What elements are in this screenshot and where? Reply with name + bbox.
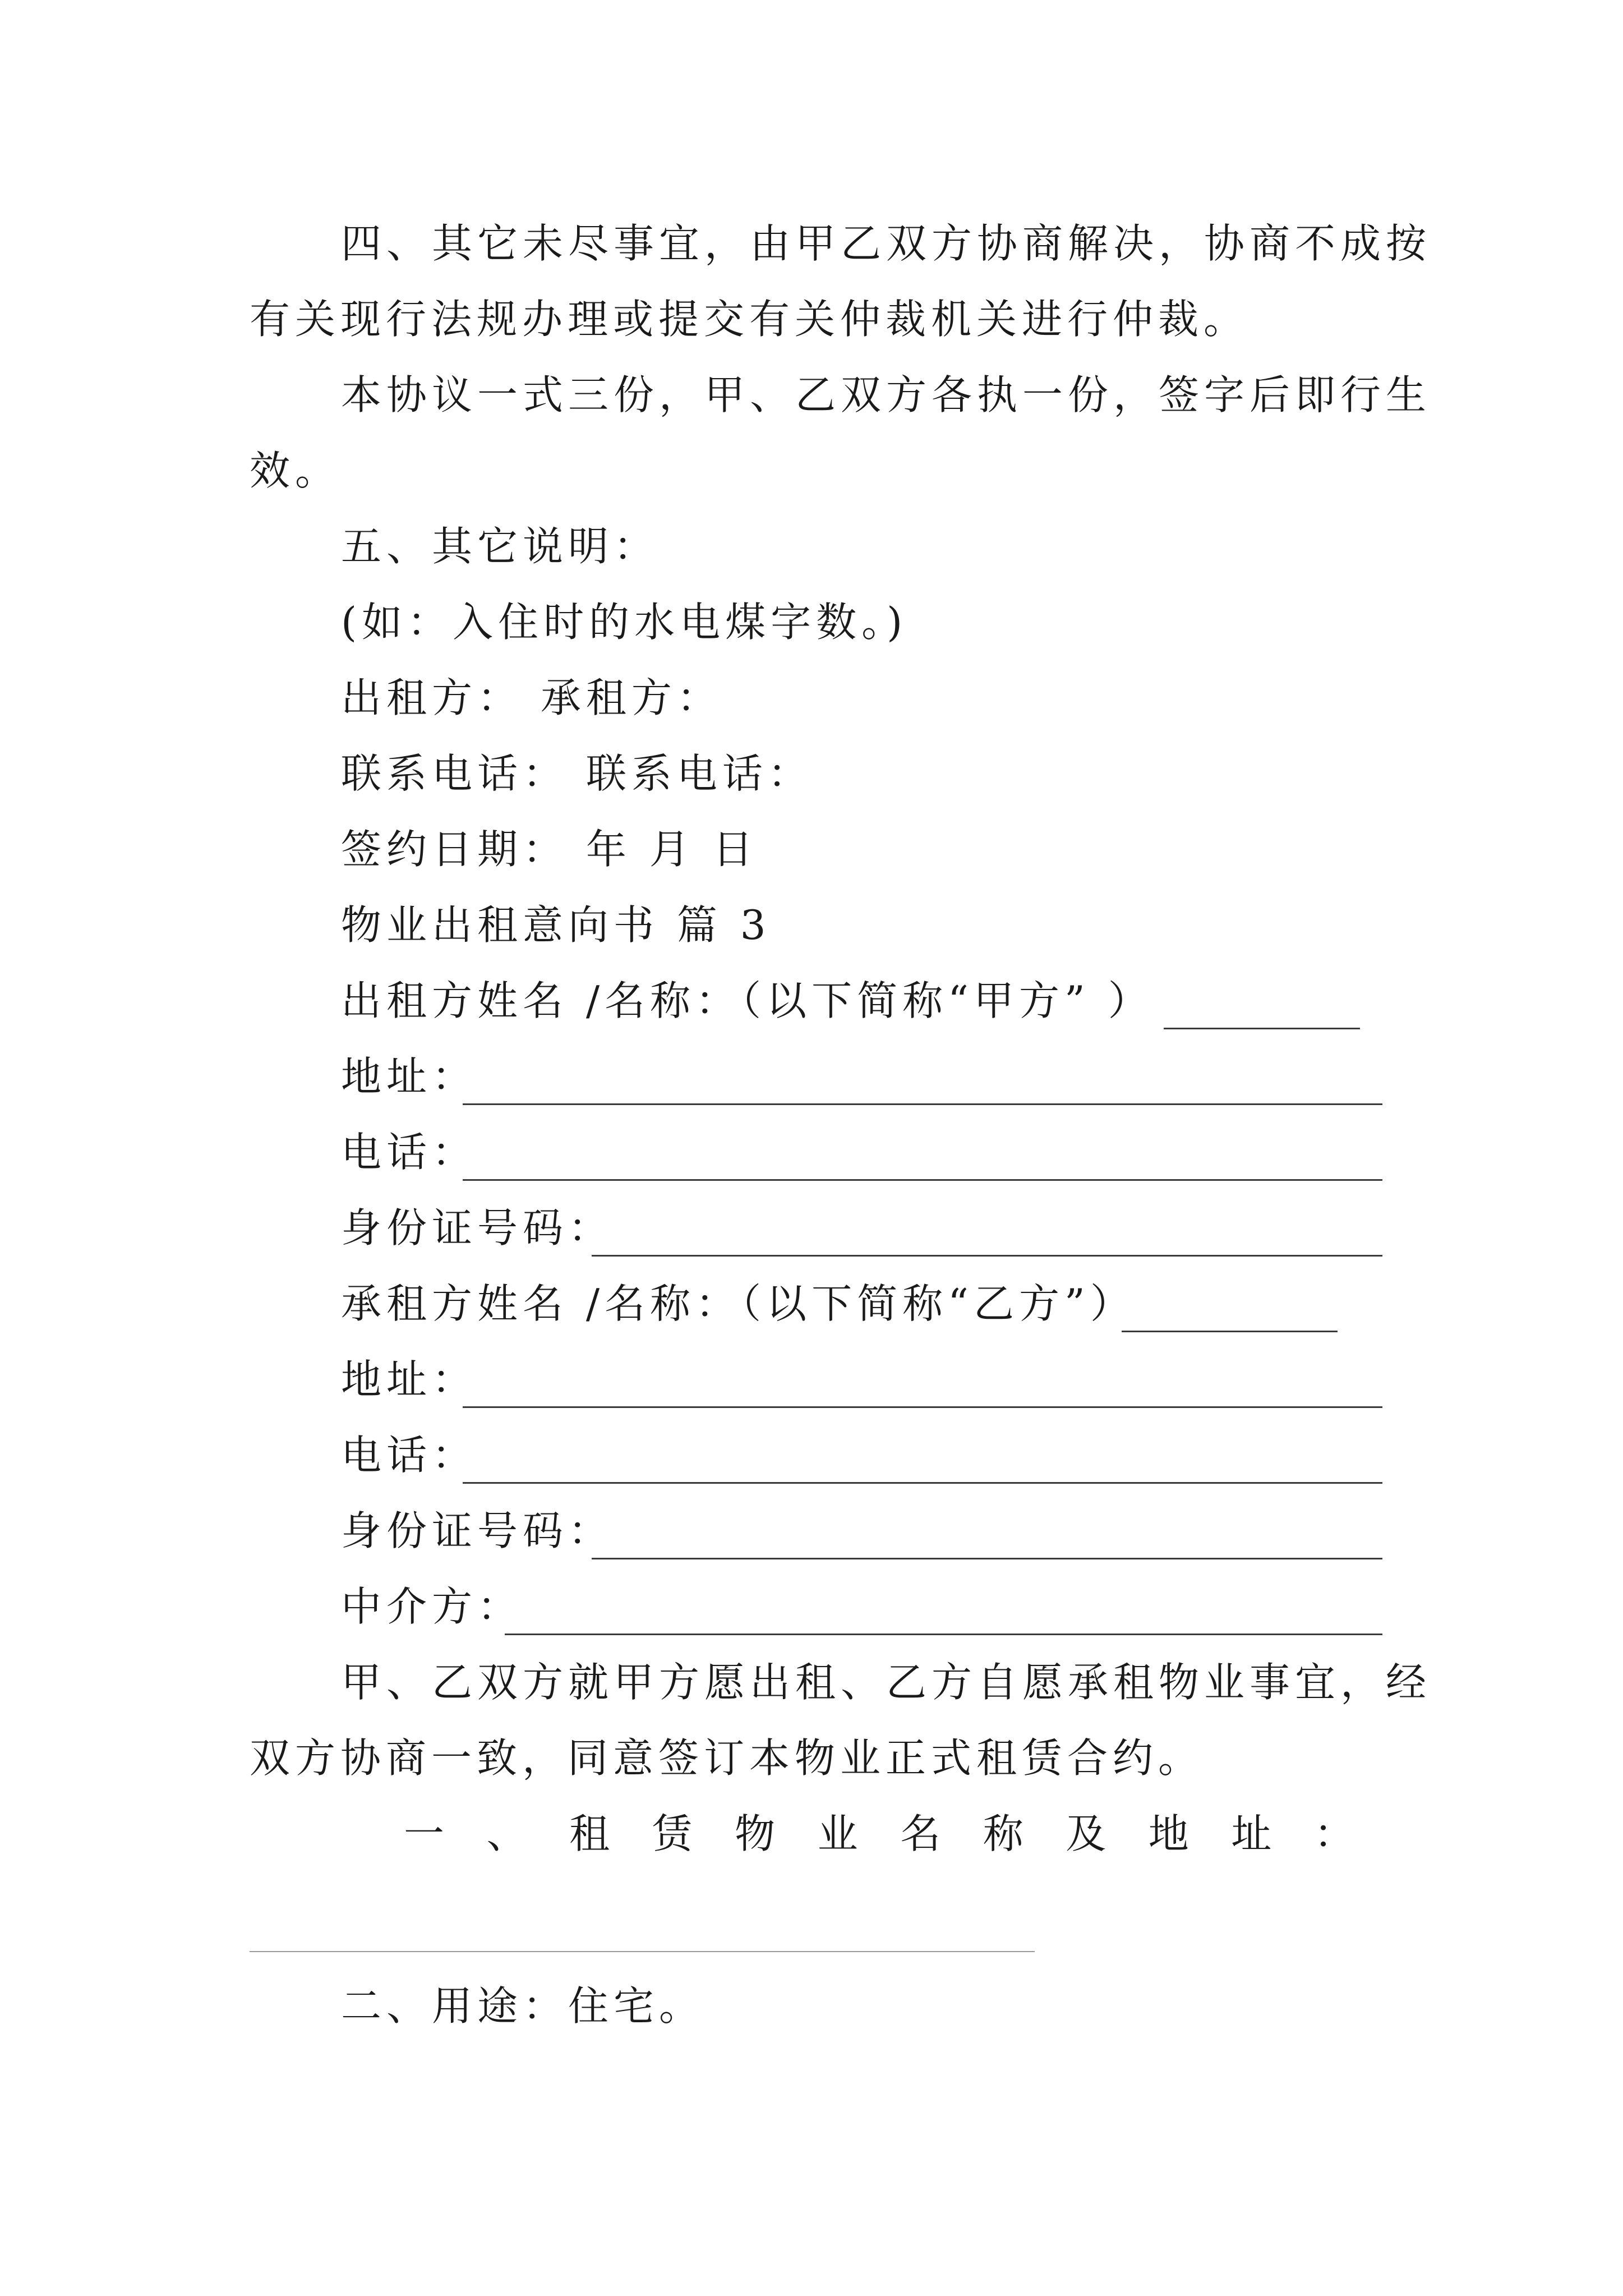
lessor-address-label: 地址： — [341, 1053, 478, 1100]
agreement-line-1: 甲、乙双方就甲方愿出租、乙方自愿承租物业事宜，经 — [341, 1659, 1432, 1706]
lessee-id-label: 身份证号码： — [341, 1507, 614, 1554]
article-heading: 物业出租意向书 篇 3 — [341, 901, 771, 949]
copies-line-1: 本协议一式三份，甲、乙双方各执一份，签字后即行生 — [341, 371, 1432, 418]
lessee-name-label: 承租方姓名 /名称：（以下简称“乙方”） — [341, 1280, 1136, 1327]
clause-one-char: 物 — [735, 1810, 776, 1857]
clause-one-address-blank — [250, 1951, 1035, 1952]
clause-four-line-1: 四、其它未尽事宜，由甲乙双方协商解决，协商不成按 — [341, 220, 1432, 267]
clause-one-char: 一 — [404, 1810, 445, 1857]
agent-label: 中介方： — [341, 1583, 523, 1630]
clause-one-char: 赁 — [652, 1810, 693, 1857]
lessor-id-label: 身份证号码： — [341, 1204, 614, 1251]
clause-one-char: 租 — [569, 1810, 610, 1857]
lessee-address-blank — [463, 1406, 1382, 1408]
lessee-phone-blank — [463, 1482, 1382, 1484]
phones-line: 联系电话： 联系电话： — [341, 750, 813, 797]
clause-one-char: 称 — [983, 1810, 1023, 1857]
clause-one-heading — [404, 1810, 1354, 1857]
clause-one-char: 地 — [1148, 1810, 1189, 1857]
clause-two: 二、用途：住宅。 — [341, 1982, 705, 2030]
parties-line: 出租方： 承租方： — [341, 674, 722, 721]
clause-one-char: 、 — [486, 1810, 527, 1857]
clause-one-char: ： — [1313, 1810, 1354, 1857]
section-five-heading: 五、其它说明： — [341, 523, 660, 570]
sign-date-line: 签约日期： 年 月 日 — [341, 826, 758, 873]
lessor-id-blank — [592, 1255, 1382, 1257]
clause-one-char: 名 — [900, 1810, 941, 1857]
lessor-phone-blank — [463, 1179, 1382, 1181]
lessee-name-blank — [1122, 1331, 1338, 1332]
agent-blank — [505, 1634, 1382, 1635]
clause-one-char: 业 — [817, 1810, 858, 1857]
lessor-name-blank — [1164, 1028, 1360, 1029]
lessee-address-label: 地址： — [341, 1356, 478, 1403]
lessor-phone-label: 电话： — [341, 1129, 478, 1176]
lessee-id-blank — [592, 1558, 1382, 1559]
copies-line-2: 效。 — [250, 447, 341, 494]
clause-one-char: 址 — [1231, 1810, 1272, 1857]
clause-four-line-2: 有关现行法规办理或提交有关仲裁机关进行仲裁。 — [250, 296, 1249, 343]
lessee-phone-label: 电话： — [341, 1432, 478, 1479]
clause-one-char: 及 — [1066, 1810, 1106, 1857]
lessor-name-label: 出租方姓名 /名称：（以下简称“甲方” ） — [341, 977, 1154, 1024]
agreement-line-2: 双方协商一致，同意签订本物业正式租赁合约。 — [250, 1734, 1204, 1782]
utility-note: (如：入住时的水电煤字数。) — [341, 599, 908, 646]
lessor-address-blank — [463, 1103, 1382, 1105]
